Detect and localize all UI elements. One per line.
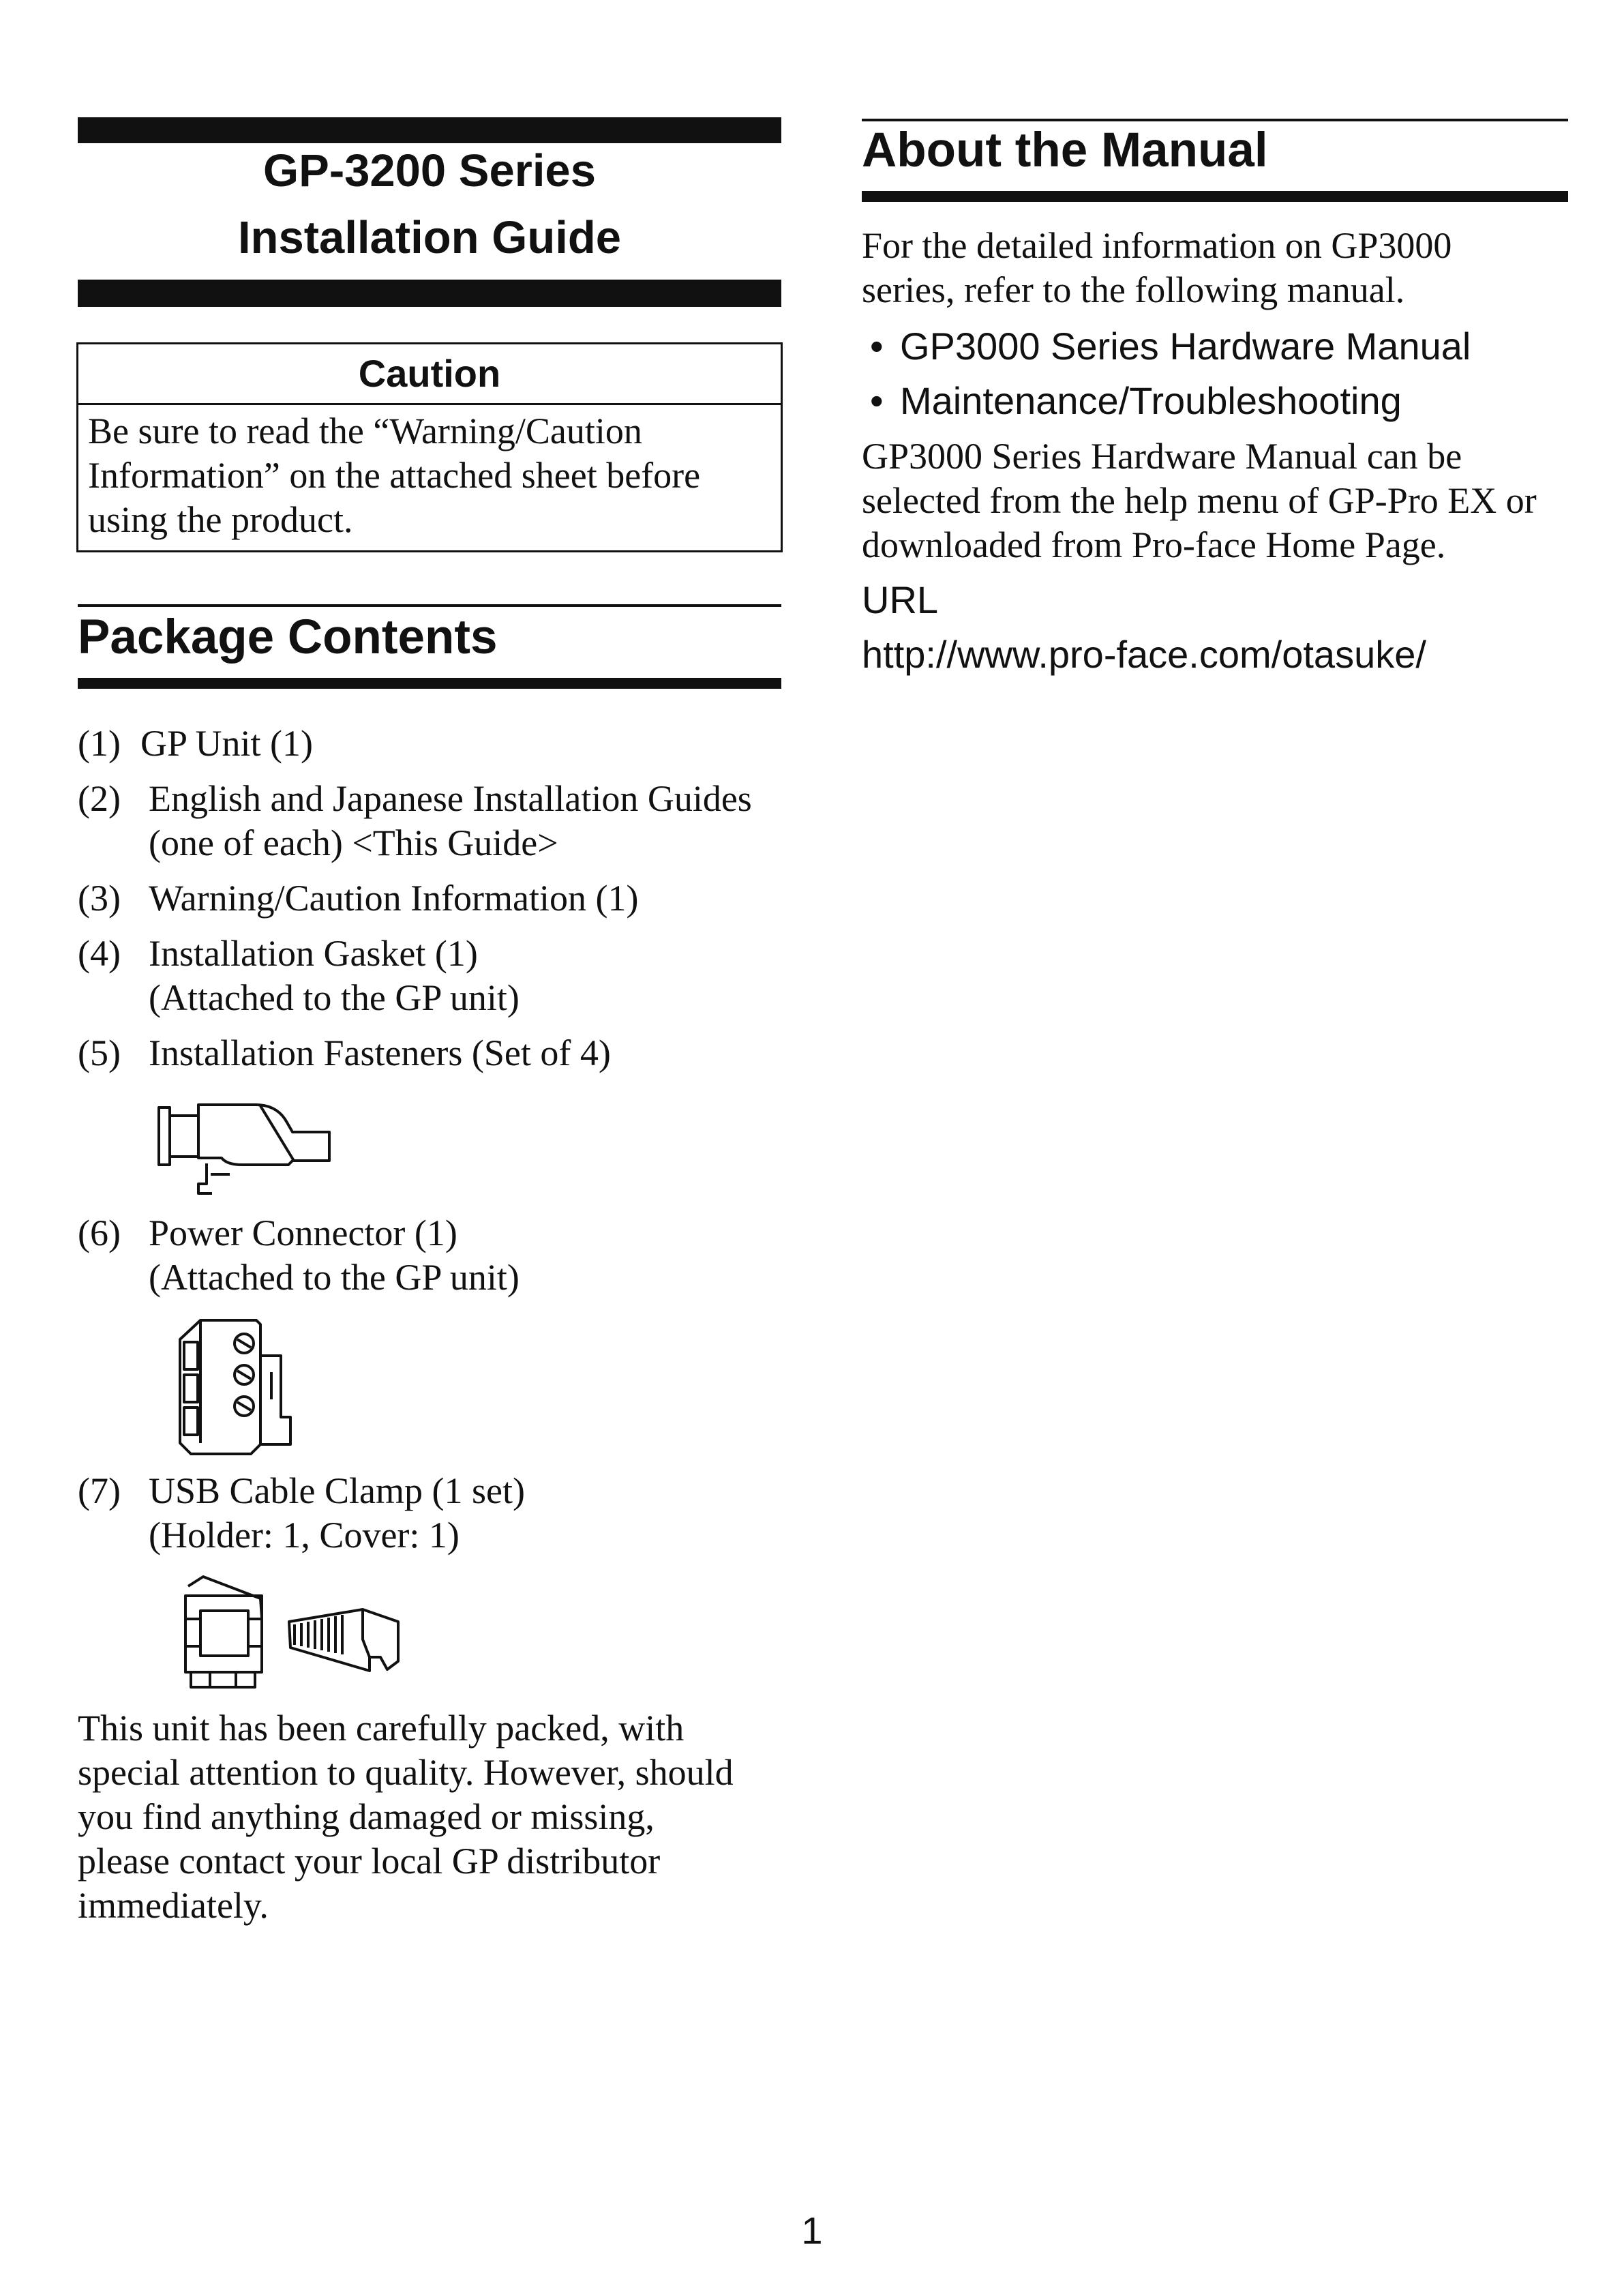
caution-box bbox=[76, 342, 783, 552]
item-text: English and Japanese Installation Guides bbox=[149, 778, 752, 819]
title-top-bar bbox=[78, 117, 781, 143]
manual-reference-link: Maintenance/Troubleshooting bbox=[900, 379, 1402, 422]
item-text: Installation Fasteners (Set of 4) bbox=[149, 1032, 611, 1073]
about-intro-line: series, refer to the following manual. bbox=[862, 269, 1405, 310]
item-number: (1) bbox=[78, 723, 121, 764]
item-number: (4) bbox=[78, 933, 121, 974]
item-text: (Attached to the GP unit) bbox=[149, 977, 520, 1018]
about-body-line: downloaded from Pro-face Home Page. bbox=[862, 524, 1446, 565]
bullet-dot: • bbox=[870, 325, 884, 368]
caution-line: using the product. bbox=[88, 499, 353, 540]
item-text: (Holder: 1, Cover: 1) bbox=[149, 1515, 460, 1556]
item-text: Warning/Caution Information (1) bbox=[149, 878, 639, 919]
document-title-line-2: Installation Guide bbox=[237, 212, 622, 263]
item-text: USB Cable Clamp (1 set) bbox=[149, 1470, 525, 1511]
item-text: Installation Gasket (1) bbox=[149, 933, 478, 974]
about-body-line: selected from the help menu of GP-Pro EX or bbox=[862, 480, 1537, 521]
item-number: (5) bbox=[78, 1032, 121, 1073]
closing-paragraph-line: please contact your local GP distributor bbox=[78, 1841, 661, 1882]
closing-paragraph-line: special attention to quality. However, should bbox=[78, 1752, 734, 1793]
manual-reference-link: GP3000 Series Hardware Manual bbox=[900, 325, 1471, 368]
item-text: Power Connector (1) bbox=[149, 1213, 457, 1253]
item-text: (Attached to the GP unit) bbox=[149, 1257, 520, 1298]
about-heading-top-rule bbox=[862, 119, 1568, 121]
package-heading-top-rule bbox=[78, 604, 781, 607]
closing-paragraph-line: immediately. bbox=[78, 1885, 269, 1926]
item-number: (2) bbox=[78, 778, 121, 819]
item-number: (6) bbox=[78, 1213, 121, 1253]
about-manual-heading: About the Manual bbox=[862, 123, 1268, 177]
url-link[interactable]: http://www.pro-face.com/otasuke/ bbox=[862, 633, 1426, 676]
item-number: (7) bbox=[78, 1470, 121, 1511]
installation-fastener-illustration bbox=[153, 1095, 337, 1198]
power-connector-illustration bbox=[170, 1315, 320, 1458]
caution-heading: Caution bbox=[78, 344, 781, 405]
package-contents-heading: Package Contents bbox=[78, 610, 498, 664]
bullet-dot: • bbox=[870, 379, 884, 422]
package-heading-bottom-bar bbox=[78, 678, 781, 689]
page-number: 1 bbox=[801, 2209, 823, 2252]
caution-body bbox=[78, 405, 781, 546]
about-body-line: GP3000 Series Hardware Manual can be bbox=[862, 436, 1462, 477]
title-bottom-bar bbox=[78, 280, 781, 307]
usb-cable-clamp-illustration bbox=[179, 1571, 417, 1701]
document-title-line-1: GP-3200 Series bbox=[263, 145, 596, 196]
about-intro-line: For the detailed information on GP3000 bbox=[862, 225, 1452, 266]
closing-paragraph-line: you find anything damaged or missing, bbox=[78, 1796, 655, 1837]
caution-line: Information” on the attached sheet before bbox=[88, 455, 701, 496]
about-heading-bottom-bar bbox=[862, 191, 1568, 202]
item-text: GP Unit (1) bbox=[140, 723, 313, 764]
item-number: (3) bbox=[78, 878, 121, 919]
item-text: (one of each) <This Guide> bbox=[149, 822, 558, 863]
caution-line: Be sure to read the “Warning/Caution bbox=[88, 411, 642, 451]
closing-paragraph-line: This unit has been carefully packed, with bbox=[78, 1708, 685, 1749]
url-label: URL bbox=[862, 578, 939, 621]
